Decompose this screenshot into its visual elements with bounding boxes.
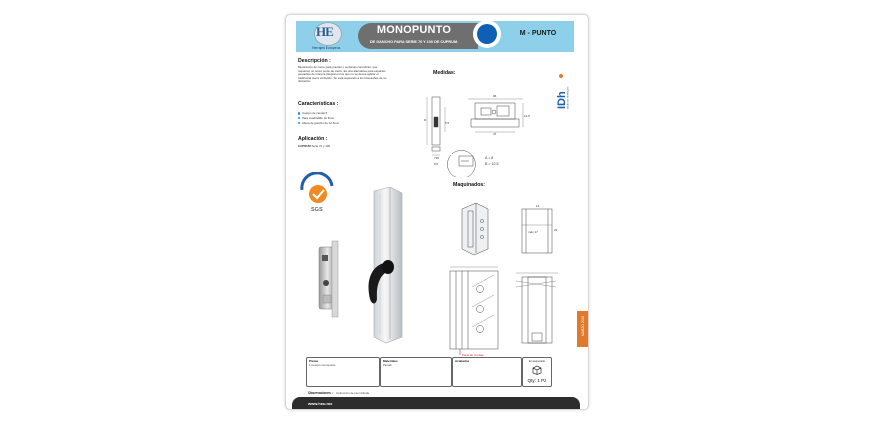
logo-letters: HE bbox=[316, 24, 333, 39]
product-code: M - PUNTO bbox=[519, 30, 557, 37]
dim-mid: 5.5 bbox=[445, 121, 450, 125]
catalog-sheet bbox=[285, 14, 589, 410]
description-title: Descripción : bbox=[298, 58, 331, 64]
hook-detail bbox=[447, 150, 475, 177]
front-view-slot bbox=[434, 117, 438, 127]
company-logo bbox=[312, 21, 352, 51]
medidas-drawing bbox=[423, 77, 553, 177]
dim-w: 12 bbox=[536, 204, 540, 208]
dim-bottom: 47 bbox=[493, 132, 497, 136]
dim-h: 22 bbox=[554, 228, 558, 232]
elevation-view bbox=[450, 271, 498, 349]
product-title: MONOPUNTO bbox=[376, 24, 452, 36]
blue-dot-icon bbox=[477, 24, 497, 44]
dim-right: 12.5 bbox=[524, 114, 530, 118]
characteristics-list bbox=[298, 111, 378, 125]
maquinados-title: Maquinados: bbox=[453, 182, 485, 188]
footer-url[interactable]: www.heu.mx bbox=[308, 401, 333, 406]
dim-left: D bbox=[424, 118, 427, 122]
acabados-title: Acabados bbox=[455, 359, 470, 363]
materiales-title: Materiales bbox=[383, 359, 398, 363]
product-subtitle: DE GANCHO PARA SERIE 70 Y 100 DE CUPRUM. bbox=[369, 40, 459, 44]
empaque-title: Empaquetado bbox=[528, 360, 546, 363]
panel-label: Panel de montaje bbox=[462, 353, 484, 357]
characteristics-title: Características : bbox=[298, 101, 339, 107]
sgs-label: SGS bbox=[311, 207, 323, 213]
maquinados-drawing bbox=[446, 197, 566, 357]
materiales-box bbox=[380, 357, 452, 387]
list-item: Altura de gancho de 12.5mm bbox=[298, 121, 378, 126]
title-pill bbox=[358, 23, 478, 49]
observations-value: Instrucción de uso incluida. bbox=[336, 391, 370, 396]
product-photo bbox=[314, 187, 434, 347]
observations-label: Observaciones : bbox=[308, 391, 333, 395]
list-item: Cuerpo de zamak 5 bbox=[298, 111, 378, 116]
dim-base2: 8.5 bbox=[434, 162, 439, 166]
quantity-label: Qty: 1 Pz bbox=[527, 378, 547, 383]
dim-base1: 736 bbox=[434, 156, 440, 160]
application-series: Serie 70 y 100. bbox=[310, 144, 331, 148]
profile-3d bbox=[462, 203, 488, 255]
idh-mark: IDh bbox=[556, 91, 568, 109]
idh-dot-icon bbox=[559, 74, 563, 78]
value-b: B = 12.5 bbox=[485, 162, 499, 166]
medidas-title: Medidas: bbox=[433, 70, 456, 76]
value-a: A = 8 bbox=[485, 156, 494, 160]
application-brand: CUPRUM bbox=[298, 144, 311, 148]
acabados-box bbox=[452, 357, 522, 387]
application-title: Aplicación : bbox=[298, 136, 328, 142]
idh-text: IDEAS DE HERRAJES bbox=[567, 86, 570, 109]
application-text bbox=[298, 145, 388, 149]
materiales-value: Zamak. bbox=[383, 363, 393, 367]
package-icon bbox=[532, 365, 542, 375]
date-tab bbox=[577, 311, 588, 347]
list-item: Para cuadradillo de 5mm bbox=[298, 116, 378, 121]
empaque-box bbox=[522, 357, 552, 387]
dim-max: máx 17 bbox=[528, 230, 538, 234]
piezas-title: Piezas bbox=[309, 359, 319, 363]
piezas-value: 1 Cuerpo monopunto bbox=[309, 363, 336, 367]
description-text: Mecanismo de cierre para puertas y ventanas corredizas, que requieren un único punto de cierre. Es una alternativa para espacios pequeños de manera integral en los que no se desea aplicar el tradicional cierre embutido. Se está sujetando a los travesaños de su ubicación. bbox=[298, 65, 387, 84]
piezas-box bbox=[306, 357, 380, 387]
idh-logo bbox=[556, 71, 570, 111]
logo-subtitle: Herrajes Europeos bbox=[312, 46, 341, 50]
date-tab-text: MARZO 2018 bbox=[581, 315, 585, 337]
footer-bar bbox=[292, 397, 580, 410]
dim-top: 96 bbox=[493, 94, 497, 98]
